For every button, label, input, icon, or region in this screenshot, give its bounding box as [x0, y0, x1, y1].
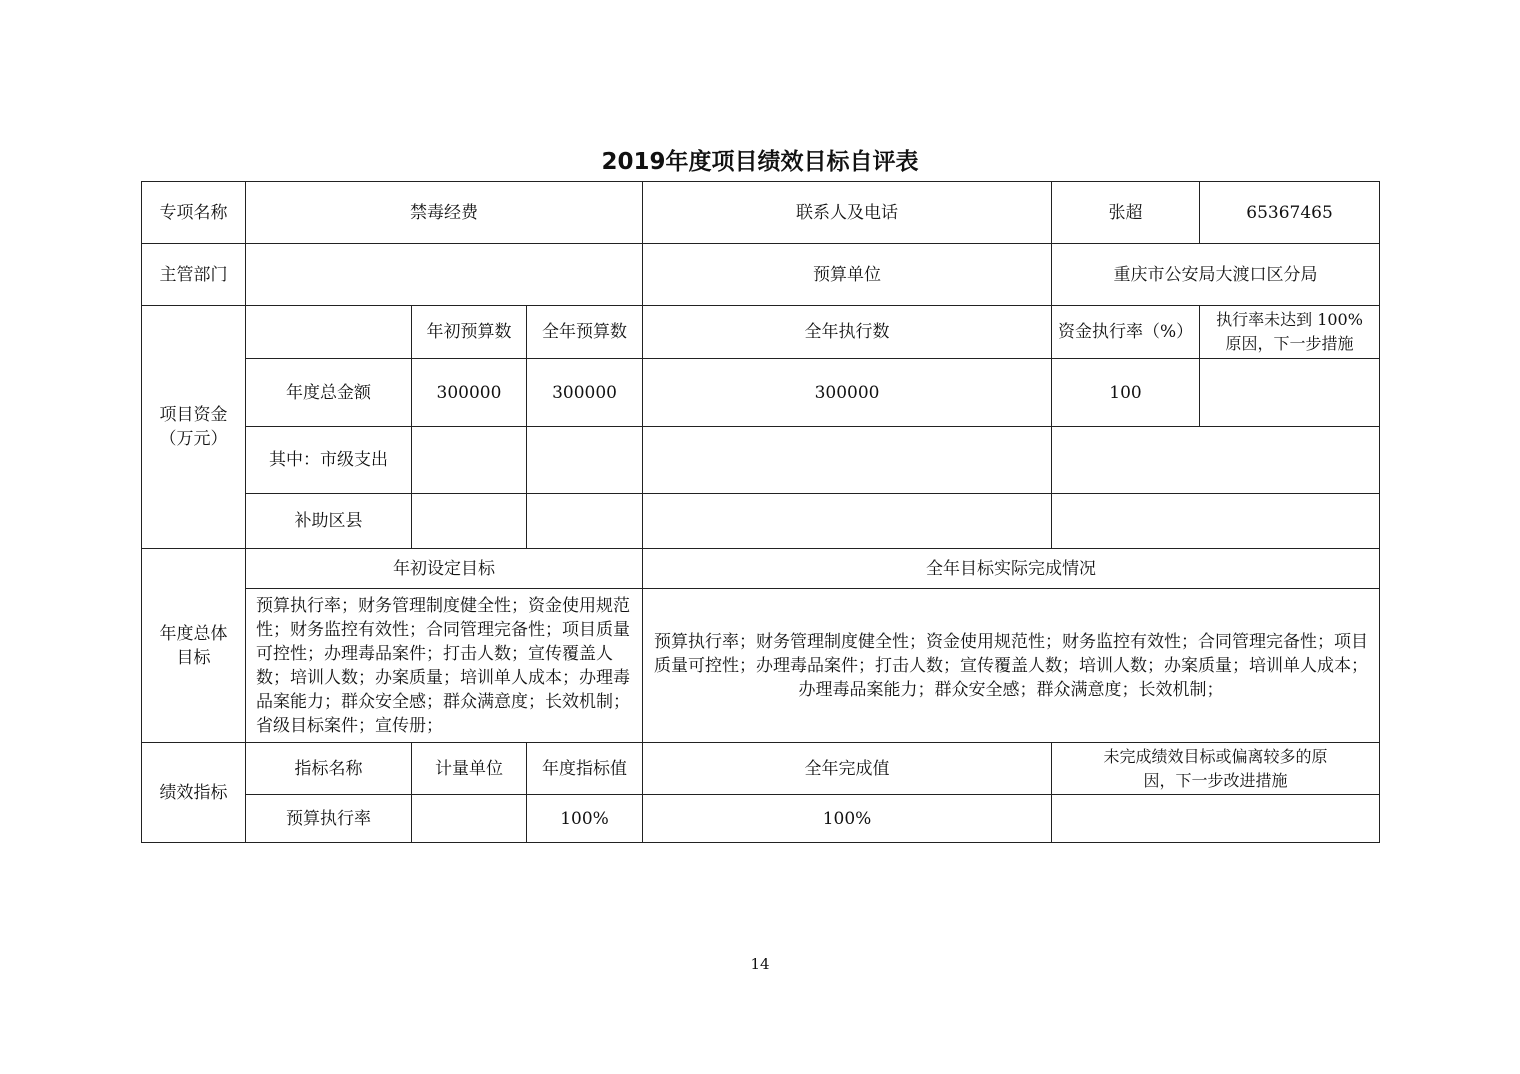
label-total-amount: 年度总金额 [246, 359, 412, 427]
municipal-initial-budget [412, 427, 527, 494]
indicator-name: 预算执行率 [246, 795, 412, 843]
indicator-reason-line1: 未完成绩效目标或偏离较多的原 [1103, 746, 1328, 766]
label-annual-goals [142, 549, 246, 743]
municipal-execution-rate [1052, 427, 1380, 494]
project-name-value: 禁毒经费 [246, 182, 643, 244]
header-execution-rate: 资金执行率（%） [1052, 306, 1200, 359]
department-value [246, 244, 643, 306]
contact-phone-value: 65367465 [1200, 182, 1380, 244]
label-project-funds [142, 306, 246, 549]
header-annual-target: 年度指标值 [527, 743, 643, 795]
subsidy-execution-rate [1052, 494, 1380, 549]
municipal-annual-execution [643, 427, 1052, 494]
total-execution-rate: 100 [1052, 359, 1200, 427]
goals-label-line2: 目标 [176, 647, 211, 668]
municipal-annual-budget [527, 427, 643, 494]
goals-label-line1: 年度总体 [159, 623, 228, 644]
table-row [142, 795, 1380, 843]
label-municipal-spending: 其中：市级支出 [246, 427, 412, 494]
contact-name-value: 张超 [1052, 182, 1200, 244]
total-initial-budget: 300000 [412, 359, 527, 427]
label-county-subsidy: 补助区县 [246, 494, 412, 549]
funds-label-line1: 项目资金 [159, 405, 228, 425]
initial-goals-text: 预算执行率；财务管理制度健全性；资金使用规范性；财务监控有效性；合同管理完备性；项目质量可控性；办理毒品案件；打击人数；宣传覆盖人数；培训人数；办案质量；培训单人成本；办理毒品案能力；群众安全感；群众满意度；长效机制；省级目标案件；宣传册； [246, 589, 643, 743]
label-department: 主管部门 [142, 244, 246, 306]
performance-form-table [141, 181, 1380, 843]
subsidy-initial-budget [412, 494, 527, 549]
header-reason-line2: 原因，下一步措施 [1225, 334, 1354, 353]
label-budget-unit: 预算单位 [643, 244, 1052, 306]
header-annual-budget: 全年预算数 [527, 306, 643, 359]
header-actual-completion: 全年目标实际完成情况 [643, 549, 1380, 589]
header-measurement-unit: 计量单位 [412, 743, 527, 795]
header-annual-execution: 全年执行数 [643, 306, 1052, 359]
indicator-target: 100% [527, 795, 643, 843]
subsidy-annual-budget [527, 494, 643, 549]
header-reason-line1: 执行率未达到 100% [1216, 310, 1363, 329]
total-annual-execution: 300000 [643, 359, 1052, 427]
header-indicator-reason [1052, 743, 1380, 795]
funds-header-blank [246, 306, 412, 359]
actual-completion-text: 预算执行率；财务管理制度健全性；资金使用规范性；财务监控有效性；合同管理完备性；项目质量可控性；办理毒品案件；打击人数；宣传覆盖人数；培训人数；办案质量；培训单人成本；办理毒品案能力；群众安全感；群众满意度；长效机制； [643, 589, 1380, 743]
label-project-name: 专项名称 [142, 182, 246, 244]
total-annual-budget: 300000 [527, 359, 643, 427]
subsidy-annual-execution [643, 494, 1052, 549]
header-annual-completed: 全年完成值 [643, 743, 1052, 795]
page-title: 2019年度项目绩效目标自评表 [601, 149, 919, 175]
label-contact: 联系人及电话 [643, 182, 1052, 244]
page-number: 14 [750, 955, 770, 973]
header-indicator-name: 指标名称 [246, 743, 412, 795]
indicator-reason-line2: 因，下一步改进措施 [1143, 770, 1288, 790]
total-reason [1200, 359, 1380, 427]
indicator-completed: 100% [643, 795, 1052, 843]
budget-unit-value: 重庆市公安局大渡口区分局 [1052, 244, 1380, 306]
indicator-reason [1052, 795, 1380, 843]
indicator-unit [412, 795, 527, 843]
header-initial-budget: 年初预算数 [412, 306, 527, 359]
header-initial-goals: 年初设定目标 [246, 549, 643, 589]
label-performance-indicators: 绩效指标 [142, 743, 246, 843]
header-reason [1200, 306, 1380, 359]
funds-label-line2: （万元） [159, 429, 228, 449]
